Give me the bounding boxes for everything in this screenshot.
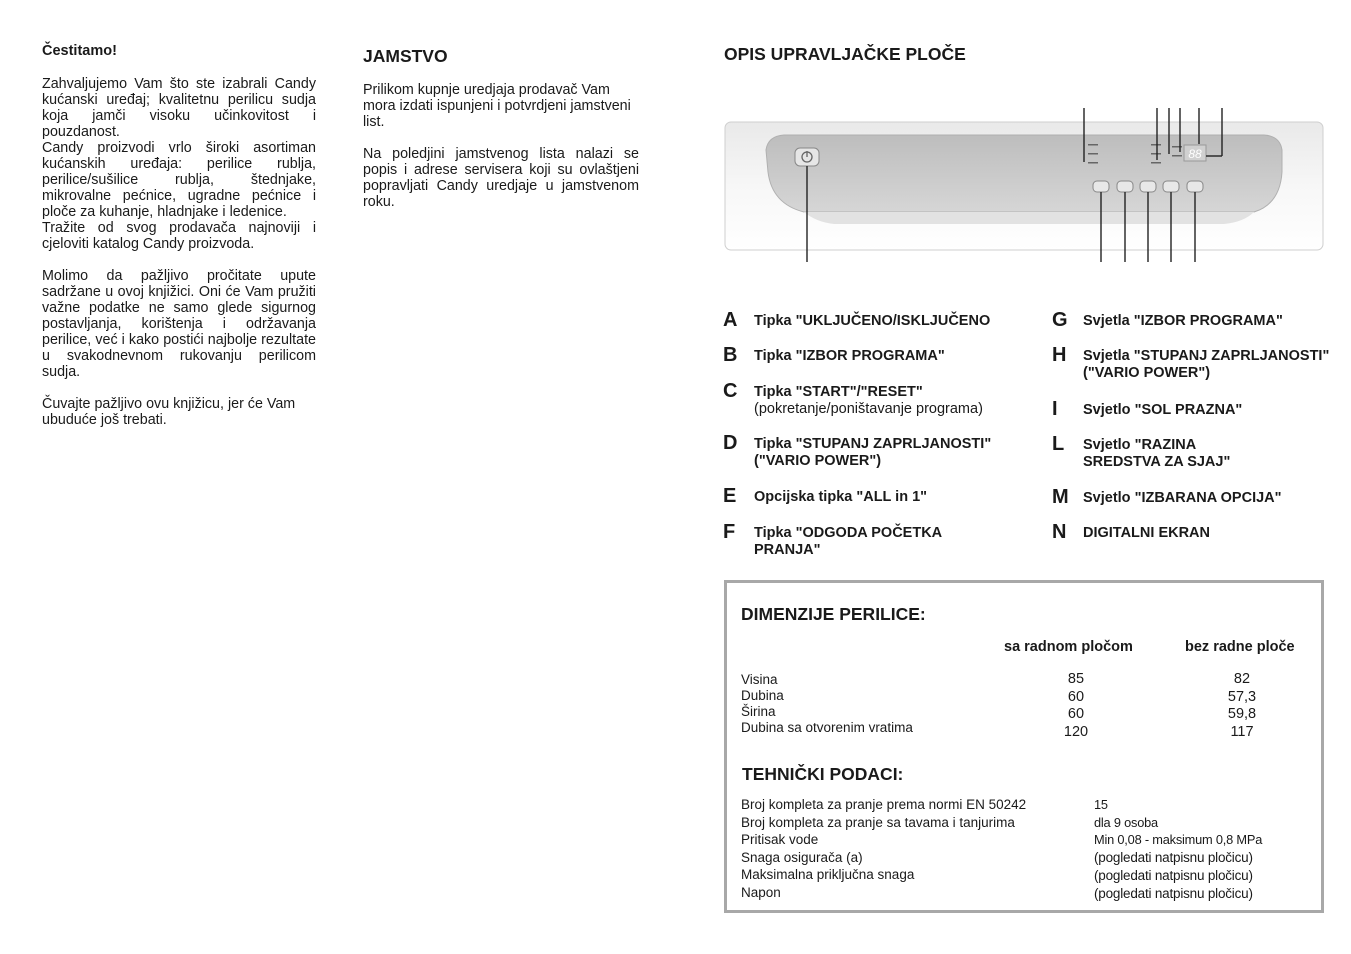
legend-text: Tipka "STUPANJ ZAPRLJANOSTI" <box>754 436 992 452</box>
specifications-box <box>724 580 1324 913</box>
legend-text: Opcijska tipka "ALL in 1" <box>754 489 928 505</box>
warranty-section <box>363 46 639 226</box>
legend-letter: M <box>1052 486 1069 508</box>
dimension-value: 57,3 <box>1227 688 1257 705</box>
technical-heading: TEHNIČKI PODACI: <box>742 764 904 784</box>
legend-text: Tipka "ODGODA POČETKA <box>754 525 943 541</box>
control-panel-illustration <box>724 104 1324 264</box>
technical-value: (pogledati natpisnu pločicu) <box>1094 885 1253 901</box>
legend-letter: A <box>723 309 738 331</box>
panel-heading: OPIS UPRAVLJAČKE PLOČE <box>724 44 966 64</box>
dimension-value: 60 <box>1067 706 1085 722</box>
intro-heading: Čestitamo! <box>42 43 117 59</box>
legend-letter: F <box>723 521 736 543</box>
legend-text: DIGITALNI EKRAN <box>1083 525 1211 541</box>
technical-label: Napon <box>741 884 781 900</box>
technical-label: Maksimalna priključna snaga <box>741 867 915 882</box>
legend-text: Svjetlo "SOL PRAZNA" <box>1083 402 1243 418</box>
legend-letter: B <box>723 344 738 366</box>
legend-letter: D <box>723 432 738 454</box>
panel-lower-band <box>804 212 1254 224</box>
dimensions-col-with: sa radnom pločom <box>1004 639 1133 655</box>
technical-value: Min 0,08 - maksimum 0,8 MPa <box>1094 832 1263 848</box>
legend-text: Svjetlo "RAZINA <box>1083 437 1197 453</box>
intro-paragraph: Candy proizvodi vrlo široki asortiman kućanskih uređaja: perilice rublja, perilice/sušilice rublja, štednjake, mikrovalne pećnice, ugradne pećnice i ploče za kuhanje, hladnjake i ledenice. <box>42 140 316 220</box>
legend-text: Tipka "IZBOR PROGRAMA" <box>754 348 945 364</box>
legend-text: Tipka "START"/"RESET" <box>754 384 923 400</box>
warranty-paragraph: Prilikom kupnje uredjaja prodavač Vam mora izdati ispunjeni i potvrdjeni jamstveni list. <box>363 82 631 130</box>
legend-letter: E <box>723 485 737 507</box>
technical-value: (pogledati natpisnu pločicu) <box>1094 867 1253 883</box>
technical-labels <box>741 796 1026 901</box>
technical-label: Broj kompleta za pranje sa tavama i tanjurima <box>741 814 1015 830</box>
legend-text: ("VARIO POWER") <box>754 453 882 469</box>
legend-text: Svjetla "STUPANJ ZAPRLJANOSTI" <box>1083 348 1330 364</box>
legend-letter: N <box>1052 521 1067 543</box>
dimension-value: 117 <box>1230 723 1254 740</box>
technical-value: 15 <box>1094 797 1108 812</box>
technical-label: Broj kompleta za pranje prema normi EN 50242 <box>741 797 1027 812</box>
dimension-label: Dubina <box>741 688 784 703</box>
legend-letter: C <box>723 380 738 402</box>
dimension-value: 60 <box>1067 688 1085 705</box>
technical-values <box>1094 796 1262 902</box>
intro-paragraph: Zahvaljujemo Vam što ste izabrali Candy kućanski uređaj; kvalitetnu perilicu sudja koja jamči visoku učinkovitost i pouzdanost. <box>42 76 316 140</box>
legend-subtext: (pokretanje/poništavanje programa) <box>754 401 983 417</box>
digital-display-text: 88 <box>1188 147 1202 161</box>
intro-section <box>42 43 316 444</box>
intro-paragraph: Tražite od svog prodavača najnoviji i cjeloviti katalog Candy proizvoda. <box>42 220 316 252</box>
dimension-label: Širina <box>741 704 776 719</box>
dimension-label: Dubina sa otvorenim vratima <box>741 720 913 735</box>
dimensions-col-without: bez radne ploče <box>1185 639 1295 655</box>
technical-label: Pritisak vode <box>741 832 819 847</box>
warranty-heading: JAMSTVO <box>363 46 448 66</box>
technical-value: dla 9 osoba <box>1094 814 1158 830</box>
dimensions-labels <box>741 672 913 736</box>
legend-text: PRANJA" <box>754 542 821 558</box>
dimension-label: Visina <box>741 672 778 687</box>
legend-text: Svjetla "IZBOR PROGRAMA" <box>1083 313 1283 329</box>
legend-text: ("VARIO POWER") <box>1083 365 1211 381</box>
dimensions-without-values <box>1202 671 1282 741</box>
dimension-value: 85 <box>1067 671 1085 687</box>
intro-paragraph: Molimo da pažljivo pročitate upute sadržane u ovoj knjižici. Oni će Vam pružiti važne podatke ne samo glede sigurnog postavljanja, korištenja i održavanja perilice, već i kako postići najbolje rezultate u svakodnevnom rukovanju perilicom sudja. <box>42 268 316 380</box>
legend-letter: G <box>1052 309 1068 331</box>
intro-paragraph: Čuvajte pažljivo ovu knjižicu, jer će Vam ubuduće još trebati. <box>42 396 296 428</box>
legend-letter: I <box>1052 398 1058 420</box>
legend-text: Tipka "UKLJUČENO/ISKLJUČENO <box>754 313 991 329</box>
warranty-paragraph: Na poledjini jamstvenog lista nalazi se popis i adrese servisera koji su ovlaštjeni popravljati Candy uredjaje u jamstvenom roku. <box>363 146 639 210</box>
technical-label: Snaga osigurača (a) <box>741 849 863 865</box>
dimension-value: 82 <box>1233 671 1251 687</box>
legend-letter: H <box>1052 344 1067 366</box>
dimension-value: 59,8 <box>1227 706 1257 722</box>
legend-letter: L <box>1052 433 1065 455</box>
legend-text: SREDSTVA ZA SJAJ" <box>1083 454 1231 470</box>
dimension-value: 120 <box>1063 723 1089 740</box>
dimensions-with-values <box>1036 671 1116 741</box>
legend-text: Svjetlo "IZBARANA OPCIJA" <box>1083 490 1282 506</box>
dimensions-heading: DIMENZIJE PERILICE: <box>741 604 926 624</box>
technical-value: (pogledati natpisnu pločicu) <box>1094 850 1253 866</box>
